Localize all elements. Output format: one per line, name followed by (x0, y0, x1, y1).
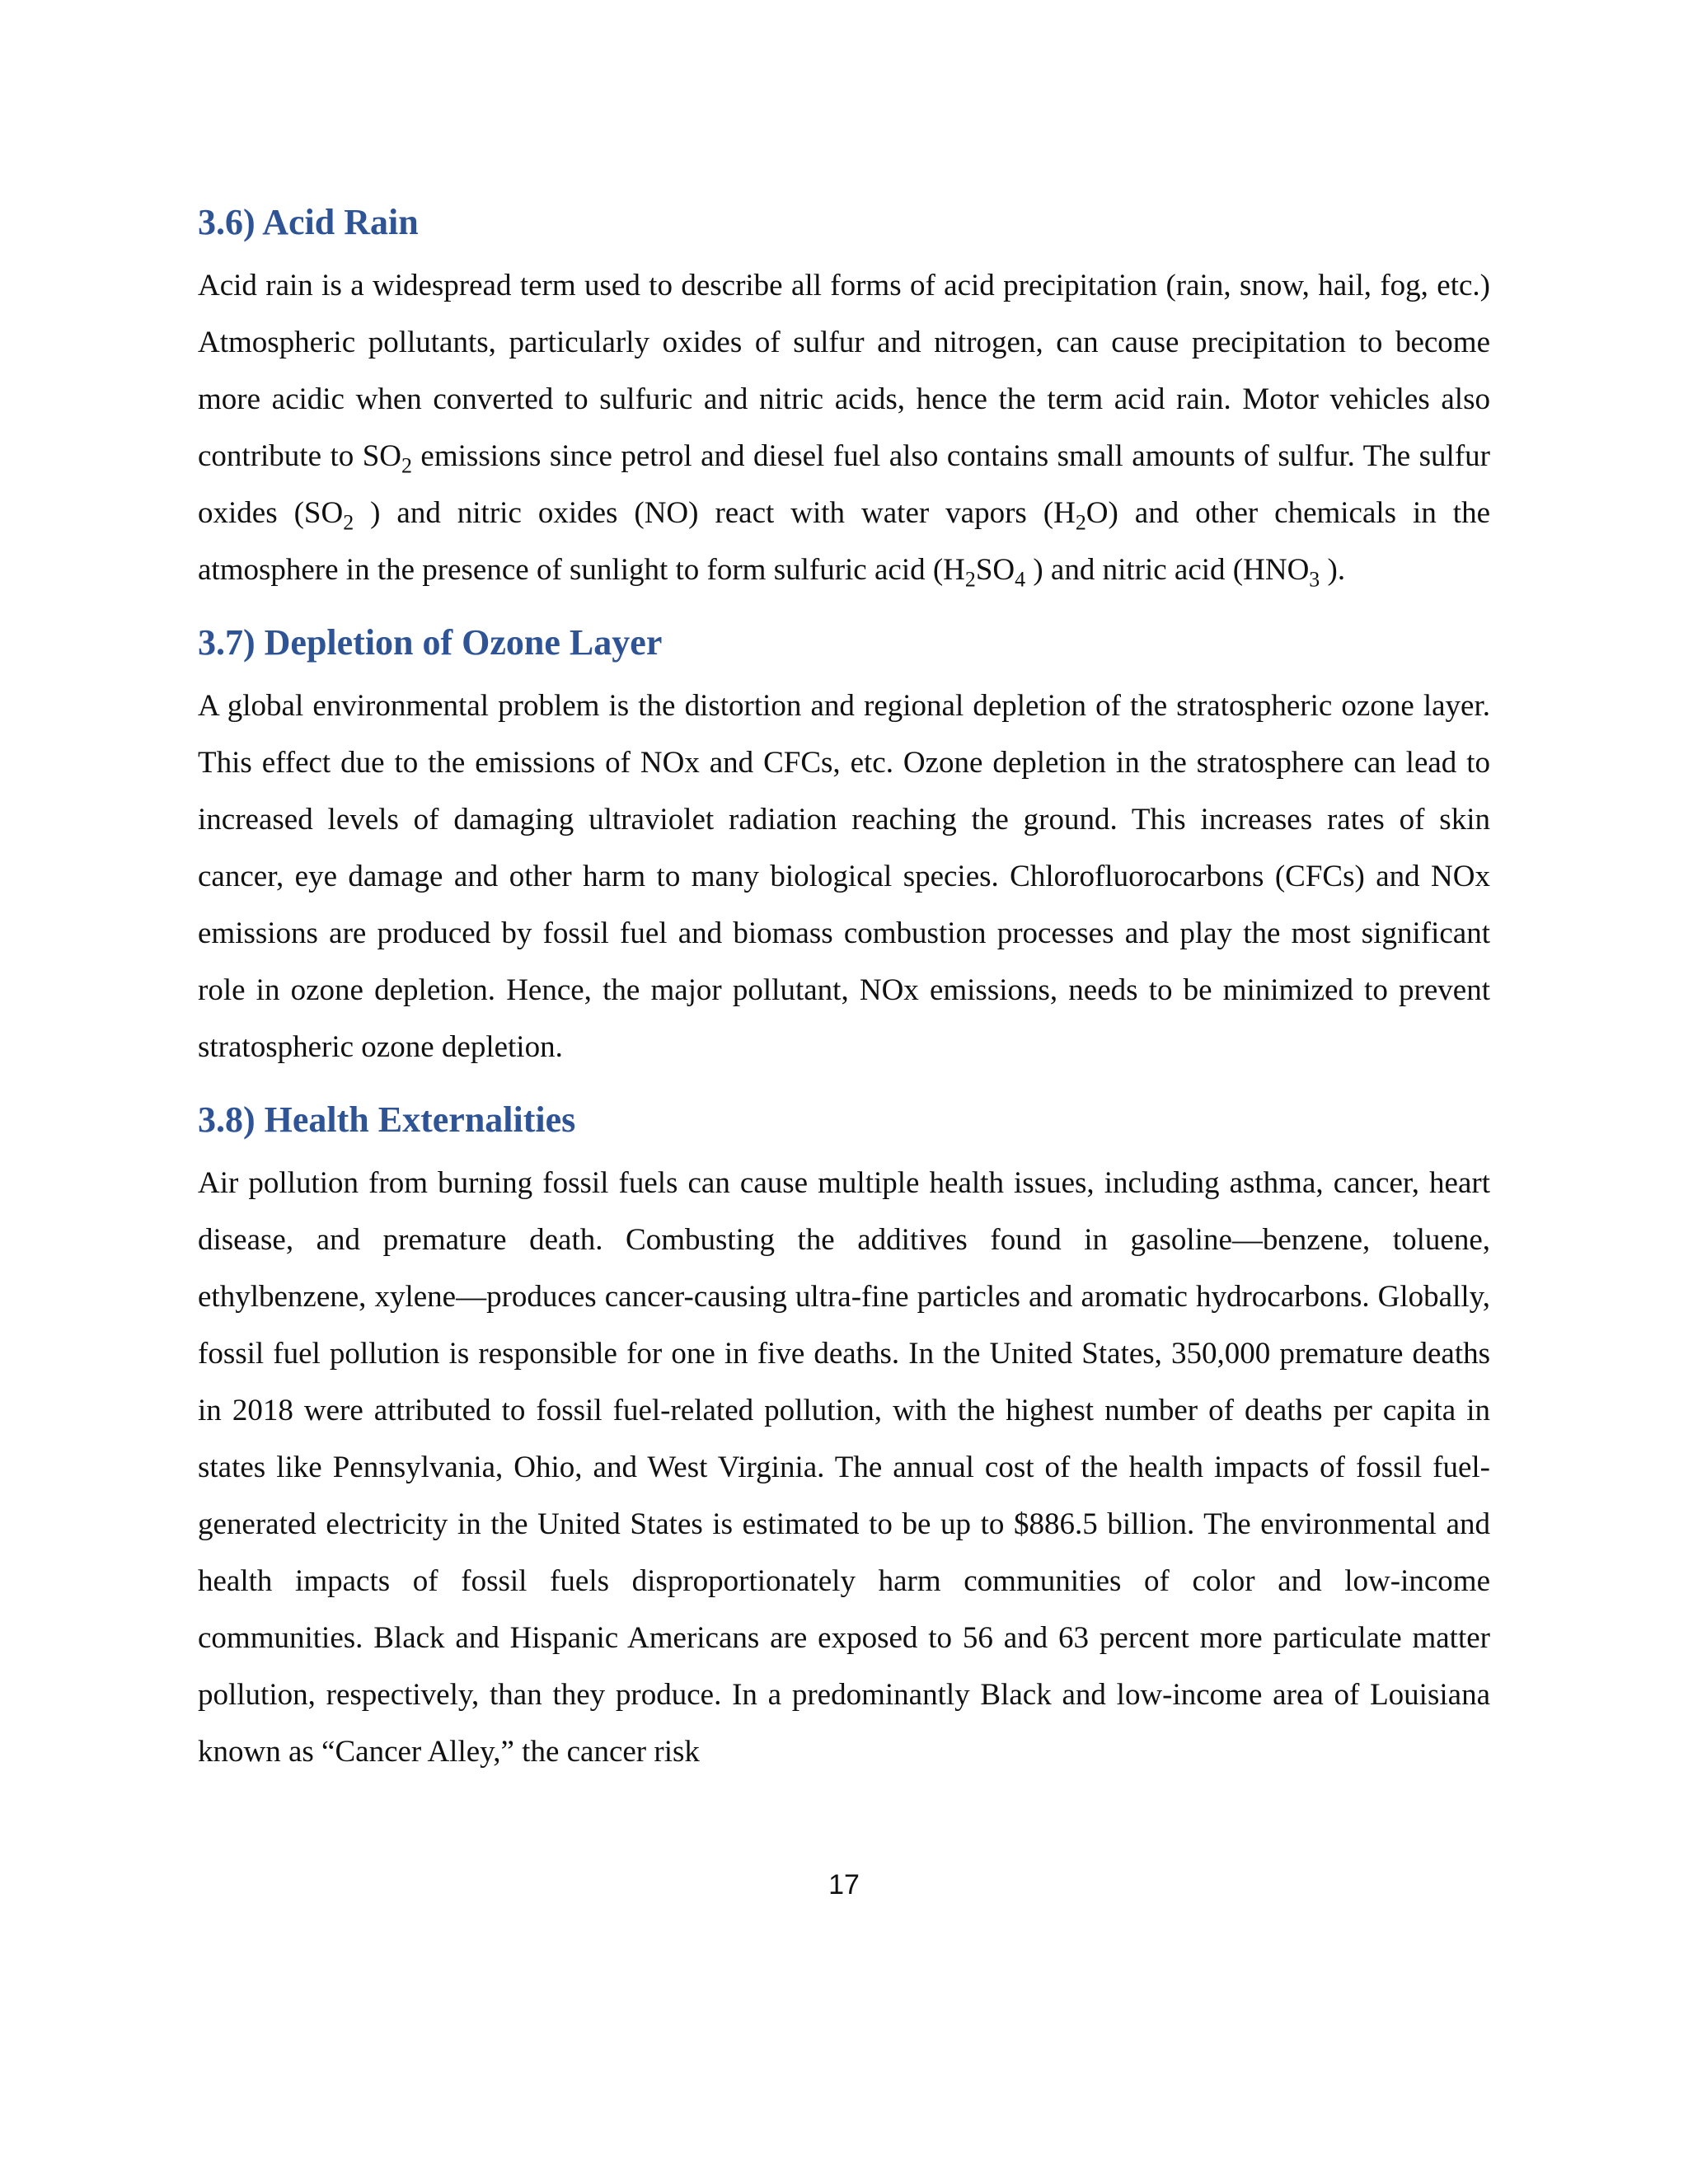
subscript: 4 (1015, 567, 1026, 592)
paragraph-acid-rain (198, 257, 1490, 598)
subscript: 2 (964, 567, 976, 592)
document-page (198, 188, 1490, 1790)
text-run: ). (1320, 553, 1346, 587)
section-heading-ozone-depletion: 3.7) Depletion of Ozone Layer (198, 622, 663, 663)
section-heading-acid-rain: 3.6) Acid Rain (198, 202, 419, 242)
text-run: ) and nitric acid (HNO (1025, 553, 1310, 587)
subscript: 3 (1309, 567, 1320, 592)
subscript: 2 (1075, 510, 1086, 535)
section-heading-health-externalities: 3.8) Health Externalities (198, 1099, 576, 1140)
text-run: ) and nitric oxides (NO) react with water vapors (H (354, 496, 1076, 530)
subscript: 2 (401, 453, 412, 478)
page-number: 17 (828, 1869, 860, 1900)
paragraph-ozone-depletion: A global environmental problem is the distortion and regional depletion of the stratospheric ozone layer. This effect due to the emissions of NOx and CFCs, etc. Ozone depletion in the stratosphere can lead to increased levels of damaging ultraviolet radiation reaching the ground. This increases rates of skin cancer, eye damage and other harm to many biological species. Chlorofluorocarbons (CFCs) and NOx emissions are produced by fossil fuel and biomass combustion processes and play the most significant role in ozone depletion. Hence, the major pollutant, NOx emissions, needs to be minimized to prevent stratospheric ozone depletion. (198, 689, 1490, 1064)
subscript: 2 (343, 510, 354, 535)
text-run: SO (975, 553, 1015, 587)
text-run: emissions since petrol and diesel fuel also contains small amounts of sulfur. The sulfur oxides (SO (198, 439, 1490, 530)
text-run: O) and other chemicals in the atmosphere in the presence of sunlight to form sulfuric acid (H (198, 496, 1490, 587)
text-run: Acid rain is a widespread term used to describe all forms of acid precipitation (rain, snow, hail, fog, etc.) Atmospheric pollutants, particularly oxides of sulfur and nitrogen, can cause precipitation to become more acidic when converted to sulfuric and nitric acids, hence the term acid rain. Motor vehicles also contribute to SO (198, 269, 1490, 473)
paragraph-health-externalities: Air pollution from burning fossil fuels can cause multiple health issues, including asthma, cancer, heart disease, and premature death. Combusting the additives found in gasoline—benzene, toluene, ethylbenzene, xylene—produces cancer-causing ultra-fine particles and aromatic hydrocarbons. Globally, fossil fuel pollution is responsible for one in five deaths. In the United States, 350,000 premature deaths in 2018 were attributed to fossil fuel-related pollution, with the highest number of deaths per capita in states like Pennsylvania, Ohio, and West Virginia. The annual cost of the health impacts of fossil fuel-generated electricity in the United States is estimated to be up to $886.5 billion. The environmental and health impacts of fossil fuels disproportionately harm communities of color and low-income communities. Black and Hispanic Americans are exposed to 56 and 63 percent more particulate matter pollution, respectively, than they produce. In a predominantly Black and low-income area of Louisiana known as “Cancer Alley,” the cancer risk (198, 1166, 1490, 1769)
